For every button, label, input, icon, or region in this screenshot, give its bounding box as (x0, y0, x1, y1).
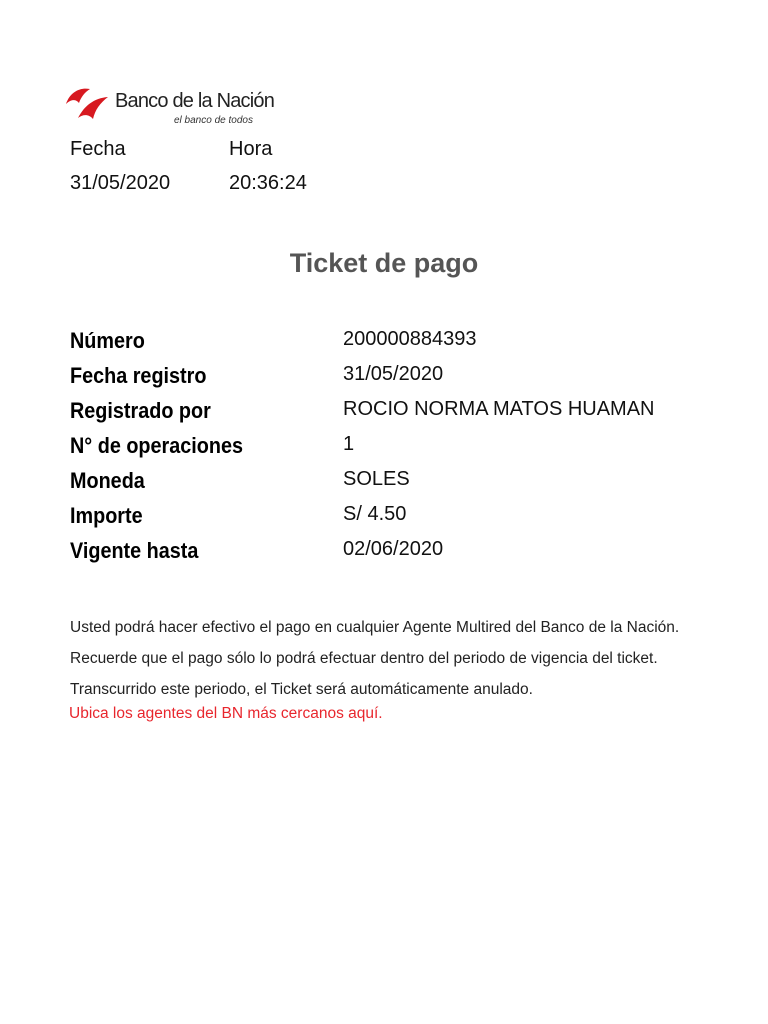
date-value: 31/05/2020 (70, 172, 171, 194)
bank-tagline: el banco de todos (174, 115, 253, 126)
detail-label: Fecha registro (70, 363, 207, 388)
detail-row-registrado-por (70, 398, 720, 432)
date-label: Fecha (70, 138, 126, 160)
payment-notes (70, 612, 730, 705)
detail-value: ROCIO NORMA MATOS HUAMAN (343, 398, 655, 420)
time-value: 20:36:24 (229, 172, 307, 194)
detail-value: 31/05/2020 (343, 363, 444, 385)
detail-value: 02/06/2020 (343, 538, 444, 560)
page-title: Ticket de pago (289, 248, 479, 278)
detail-row-importe (70, 503, 720, 537)
detail-row-numero (70, 328, 720, 362)
agents-link[interactable]: Ubica los agentes del BN más cercanos aquí. (69, 705, 383, 722)
time-label: Hora (229, 138, 273, 160)
detail-row-moneda (70, 468, 720, 502)
detail-row-operaciones (70, 433, 720, 467)
detail-value: SOLES (343, 468, 410, 490)
note-line: Usted podrá hacer efectivo el pago en cualquier Agente Multired del Banco de la Nación. (70, 619, 680, 636)
detail-row-fecha-registro (70, 363, 720, 397)
detail-row-vigente-hasta (70, 538, 720, 572)
bank-logo (64, 84, 294, 134)
detail-value: 200000884393 (343, 328, 477, 350)
detail-value: 1 (343, 433, 355, 455)
detail-label: Moneda (70, 468, 145, 493)
note-line: Recuerde que el pago sólo lo podrá efectuar dentro del periodo de vigencia del ticket. (70, 650, 658, 667)
detail-value: S/ 4.50 (343, 503, 407, 525)
bank-logo-icon (64, 84, 114, 120)
detail-label: N° de operaciones (70, 433, 243, 458)
detail-label: Número (70, 328, 145, 353)
detail-label: Registrado por (70, 398, 211, 423)
detail-label: Importe (70, 503, 143, 528)
bank-name: Banco de la Nación (115, 90, 275, 112)
note-line: Transcurrido este periodo, el Ticket será automáticamente anulado. (70, 681, 533, 698)
detail-label: Vigente hasta (70, 538, 199, 563)
